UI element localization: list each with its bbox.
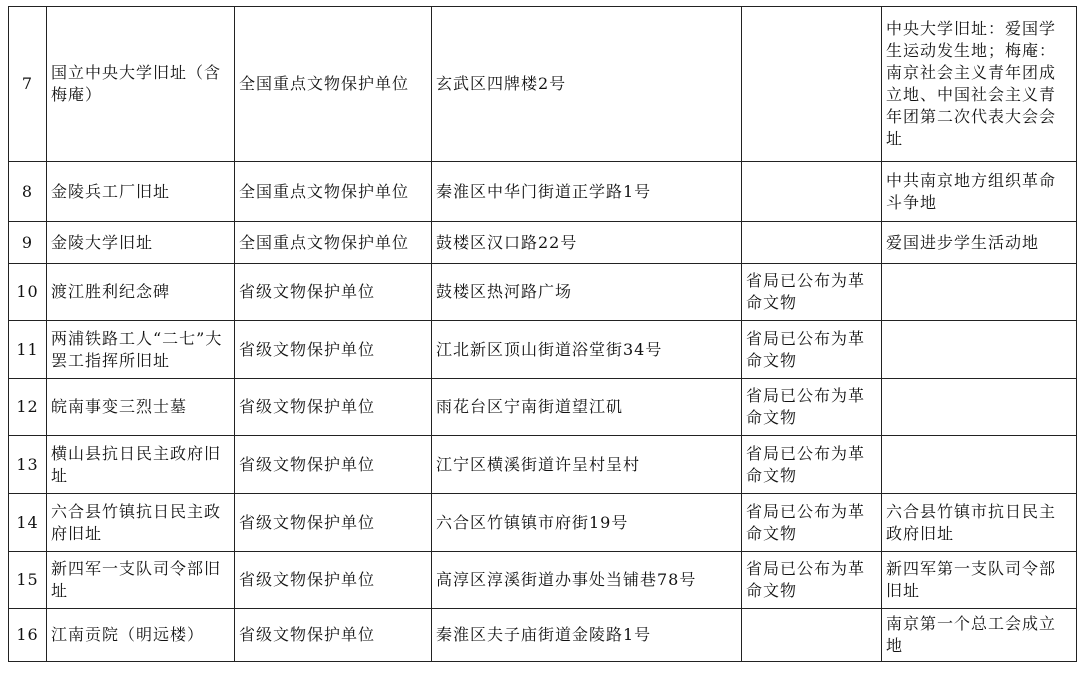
protection-level: 省级文物保护单位 (235, 321, 432, 379)
site-name: 渡江胜利纪念碑 (47, 264, 235, 321)
site-note: 省局已公布为革命文物 (742, 494, 882, 552)
table-row (9, 379, 1077, 436)
site-history: 中央大学旧址：爱国学生运动发生地；梅庵：南京社会主义青年团成立地、中国社会主义青年团第二次代表大会会址 (882, 7, 1077, 162)
row-number: 10 (9, 264, 47, 321)
site-address: 玄武区四牌楼2号 (432, 7, 742, 162)
heritage-sites-table (8, 6, 1077, 662)
site-name: 金陵大学旧址 (47, 222, 235, 264)
table-row (9, 552, 1077, 609)
site-history: 南京第一个总工会成立地 (882, 609, 1077, 662)
table-row (9, 264, 1077, 321)
row-number: 14 (9, 494, 47, 552)
row-number: 13 (9, 436, 47, 494)
site-history: 中共南京地方组织革命斗争地 (882, 162, 1077, 222)
protection-level: 省级文物保护单位 (235, 264, 432, 321)
site-name: 新四军一支队司令部旧址 (47, 552, 235, 609)
site-note: 省局已公布为革命文物 (742, 321, 882, 379)
site-note: 省局已公布为革命文物 (742, 436, 882, 494)
site-note: 省局已公布为革命文物 (742, 552, 882, 609)
site-address: 鼓楼区汉口路22号 (432, 222, 742, 264)
protection-level: 全国重点文物保护单位 (235, 162, 432, 222)
site-history (882, 436, 1077, 494)
site-name: 皖南事变三烈士墓 (47, 379, 235, 436)
table-row (9, 609, 1077, 662)
row-number: 12 (9, 379, 47, 436)
site-history (882, 379, 1077, 436)
site-note (742, 7, 882, 162)
site-address: 秦淮区中华门街道正学路1号 (432, 162, 742, 222)
protection-level: 省级文物保护单位 (235, 436, 432, 494)
protection-level: 全国重点文物保护单位 (235, 7, 432, 162)
site-note (742, 609, 882, 662)
site-name: 六合县竹镇抗日民主政府旧址 (47, 494, 235, 552)
row-number: 11 (9, 321, 47, 379)
site-address: 江北新区顶山街道浴堂街34号 (432, 321, 742, 379)
row-number: 8 (9, 162, 47, 222)
table-row (9, 494, 1077, 552)
row-number: 15 (9, 552, 47, 609)
site-name: 横山县抗日民主政府旧址 (47, 436, 235, 494)
site-note (742, 222, 882, 264)
site-address: 江宁区横溪街道许呈村呈村 (432, 436, 742, 494)
site-note: 省局已公布为革命文物 (742, 264, 882, 321)
protection-level: 省级文物保护单位 (235, 379, 432, 436)
site-address: 雨花台区宁南街道望江矶 (432, 379, 742, 436)
site-address: 鼓楼区热河路广场 (432, 264, 742, 321)
site-address: 秦淮区夫子庙街道金陵路1号 (432, 609, 742, 662)
site-note (742, 162, 882, 222)
row-number: 9 (9, 222, 47, 264)
site-name: 国立中央大学旧址（含梅庵） (47, 7, 235, 162)
protection-level: 省级文物保护单位 (235, 494, 432, 552)
site-address: 高淳区淳溪街道办事处当铺巷78号 (432, 552, 742, 609)
site-name: 江南贡院（明远楼） (47, 609, 235, 662)
table-row (9, 7, 1077, 162)
site-history: 六合县竹镇市抗日民主政府旧址 (882, 494, 1077, 552)
row-number: 16 (9, 609, 47, 662)
table-row (9, 321, 1077, 379)
protection-level: 省级文物保护单位 (235, 552, 432, 609)
site-name: 两浦铁路工人“二七”大罢工指挥所旧址 (47, 321, 235, 379)
site-history: 爱国进步学生活动地 (882, 222, 1077, 264)
protection-level: 省级文物保护单位 (235, 609, 432, 662)
site-history (882, 321, 1077, 379)
table-row (9, 162, 1077, 222)
site-address: 六合区竹镇镇市府街19号 (432, 494, 742, 552)
site-note: 省局已公布为革命文物 (742, 379, 882, 436)
table-row (9, 436, 1077, 494)
protection-level: 全国重点文物保护单位 (235, 222, 432, 264)
table-row (9, 222, 1077, 264)
site-history (882, 264, 1077, 321)
site-history: 新四军第一支队司令部旧址 (882, 552, 1077, 609)
row-number: 7 (9, 7, 47, 162)
site-name: 金陵兵工厂旧址 (47, 162, 235, 222)
